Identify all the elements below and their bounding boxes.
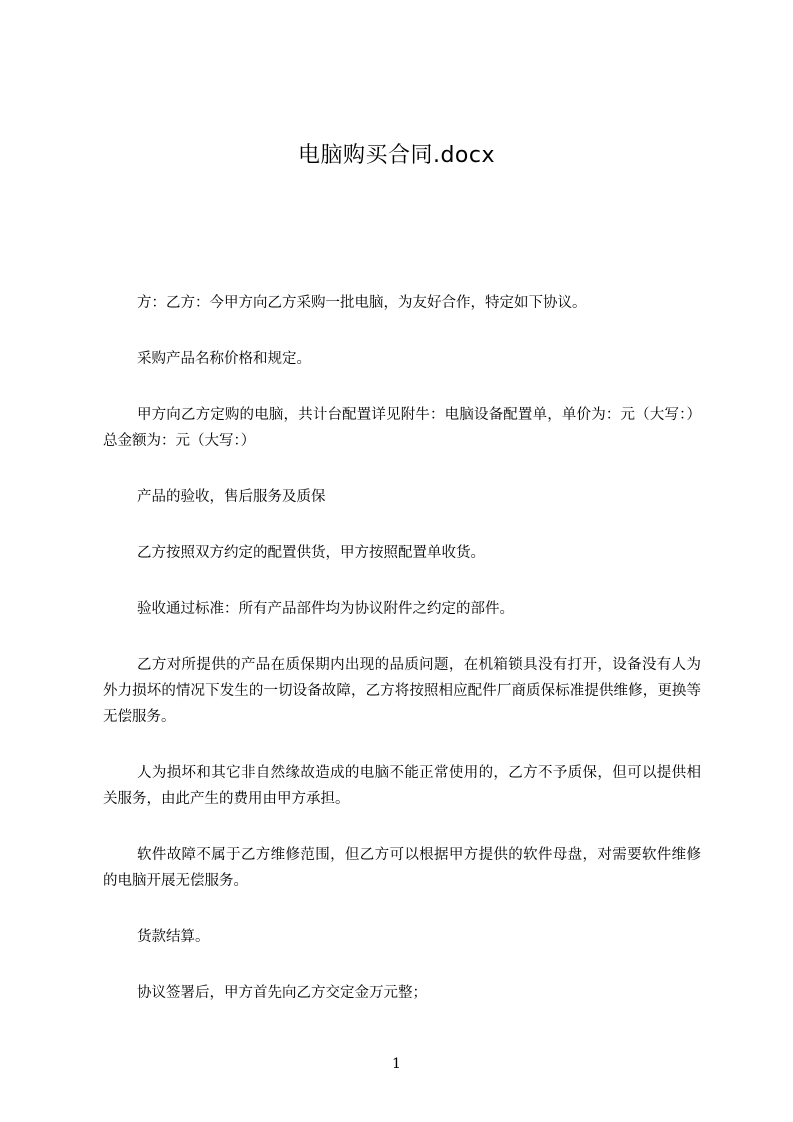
paragraph: 验收通过标准：所有产品部件均为协议附件之约定的部件。: [137, 601, 514, 617]
paragraph: 货款结算。: [137, 929, 210, 945]
paragraph: 乙方按照双方约定的配置供货，甲方按照配置单收货。: [137, 545, 485, 561]
paragraph: 方：乙方：今甲方向乙方采购一批电脑，为友好合作，特定如下协议。: [137, 295, 587, 311]
paragraph: 人为损坏和其它非自然缘故造成的电脑不能正常使用的，乙方不予质保，但可以提供相关服务，由此产生的费用由甲方承担。: [103, 765, 701, 807]
paragraph: 采购产品名称价格和规定。: [137, 351, 311, 367]
document-title: 电脑购买合同.docx: [297, 143, 496, 168]
paragraph: 甲方向乙方定购的电脑，共计台配置详见附牛：电脑设备配置单，单价为：元（大写：）总金额为：元（大写：）: [103, 407, 701, 449]
paragraph: 协议签署后，甲方首先向乙方交定金万元整；: [137, 985, 427, 1001]
paragraph: 产品的验收，售后服务及质保: [137, 489, 326, 505]
paragraph: 软件故障不属于乙方维修范围，但乙方可以根据甲方提供的软件母盘，对需要软件维修的电脑开展无偿服务。: [103, 847, 701, 889]
document-body: [103, 290, 701, 1036]
page-number: 1: [392, 1056, 401, 1072]
paragraph: 乙方对所提供的产品在质保期内出现的品质问题，在机箱锁具没有打开，设备没有人为外力损坏的情况下发生的一切设备故障，乙方将按照相应配件厂商质保标准提供维修，更换等无偿服务。: [103, 657, 701, 725]
